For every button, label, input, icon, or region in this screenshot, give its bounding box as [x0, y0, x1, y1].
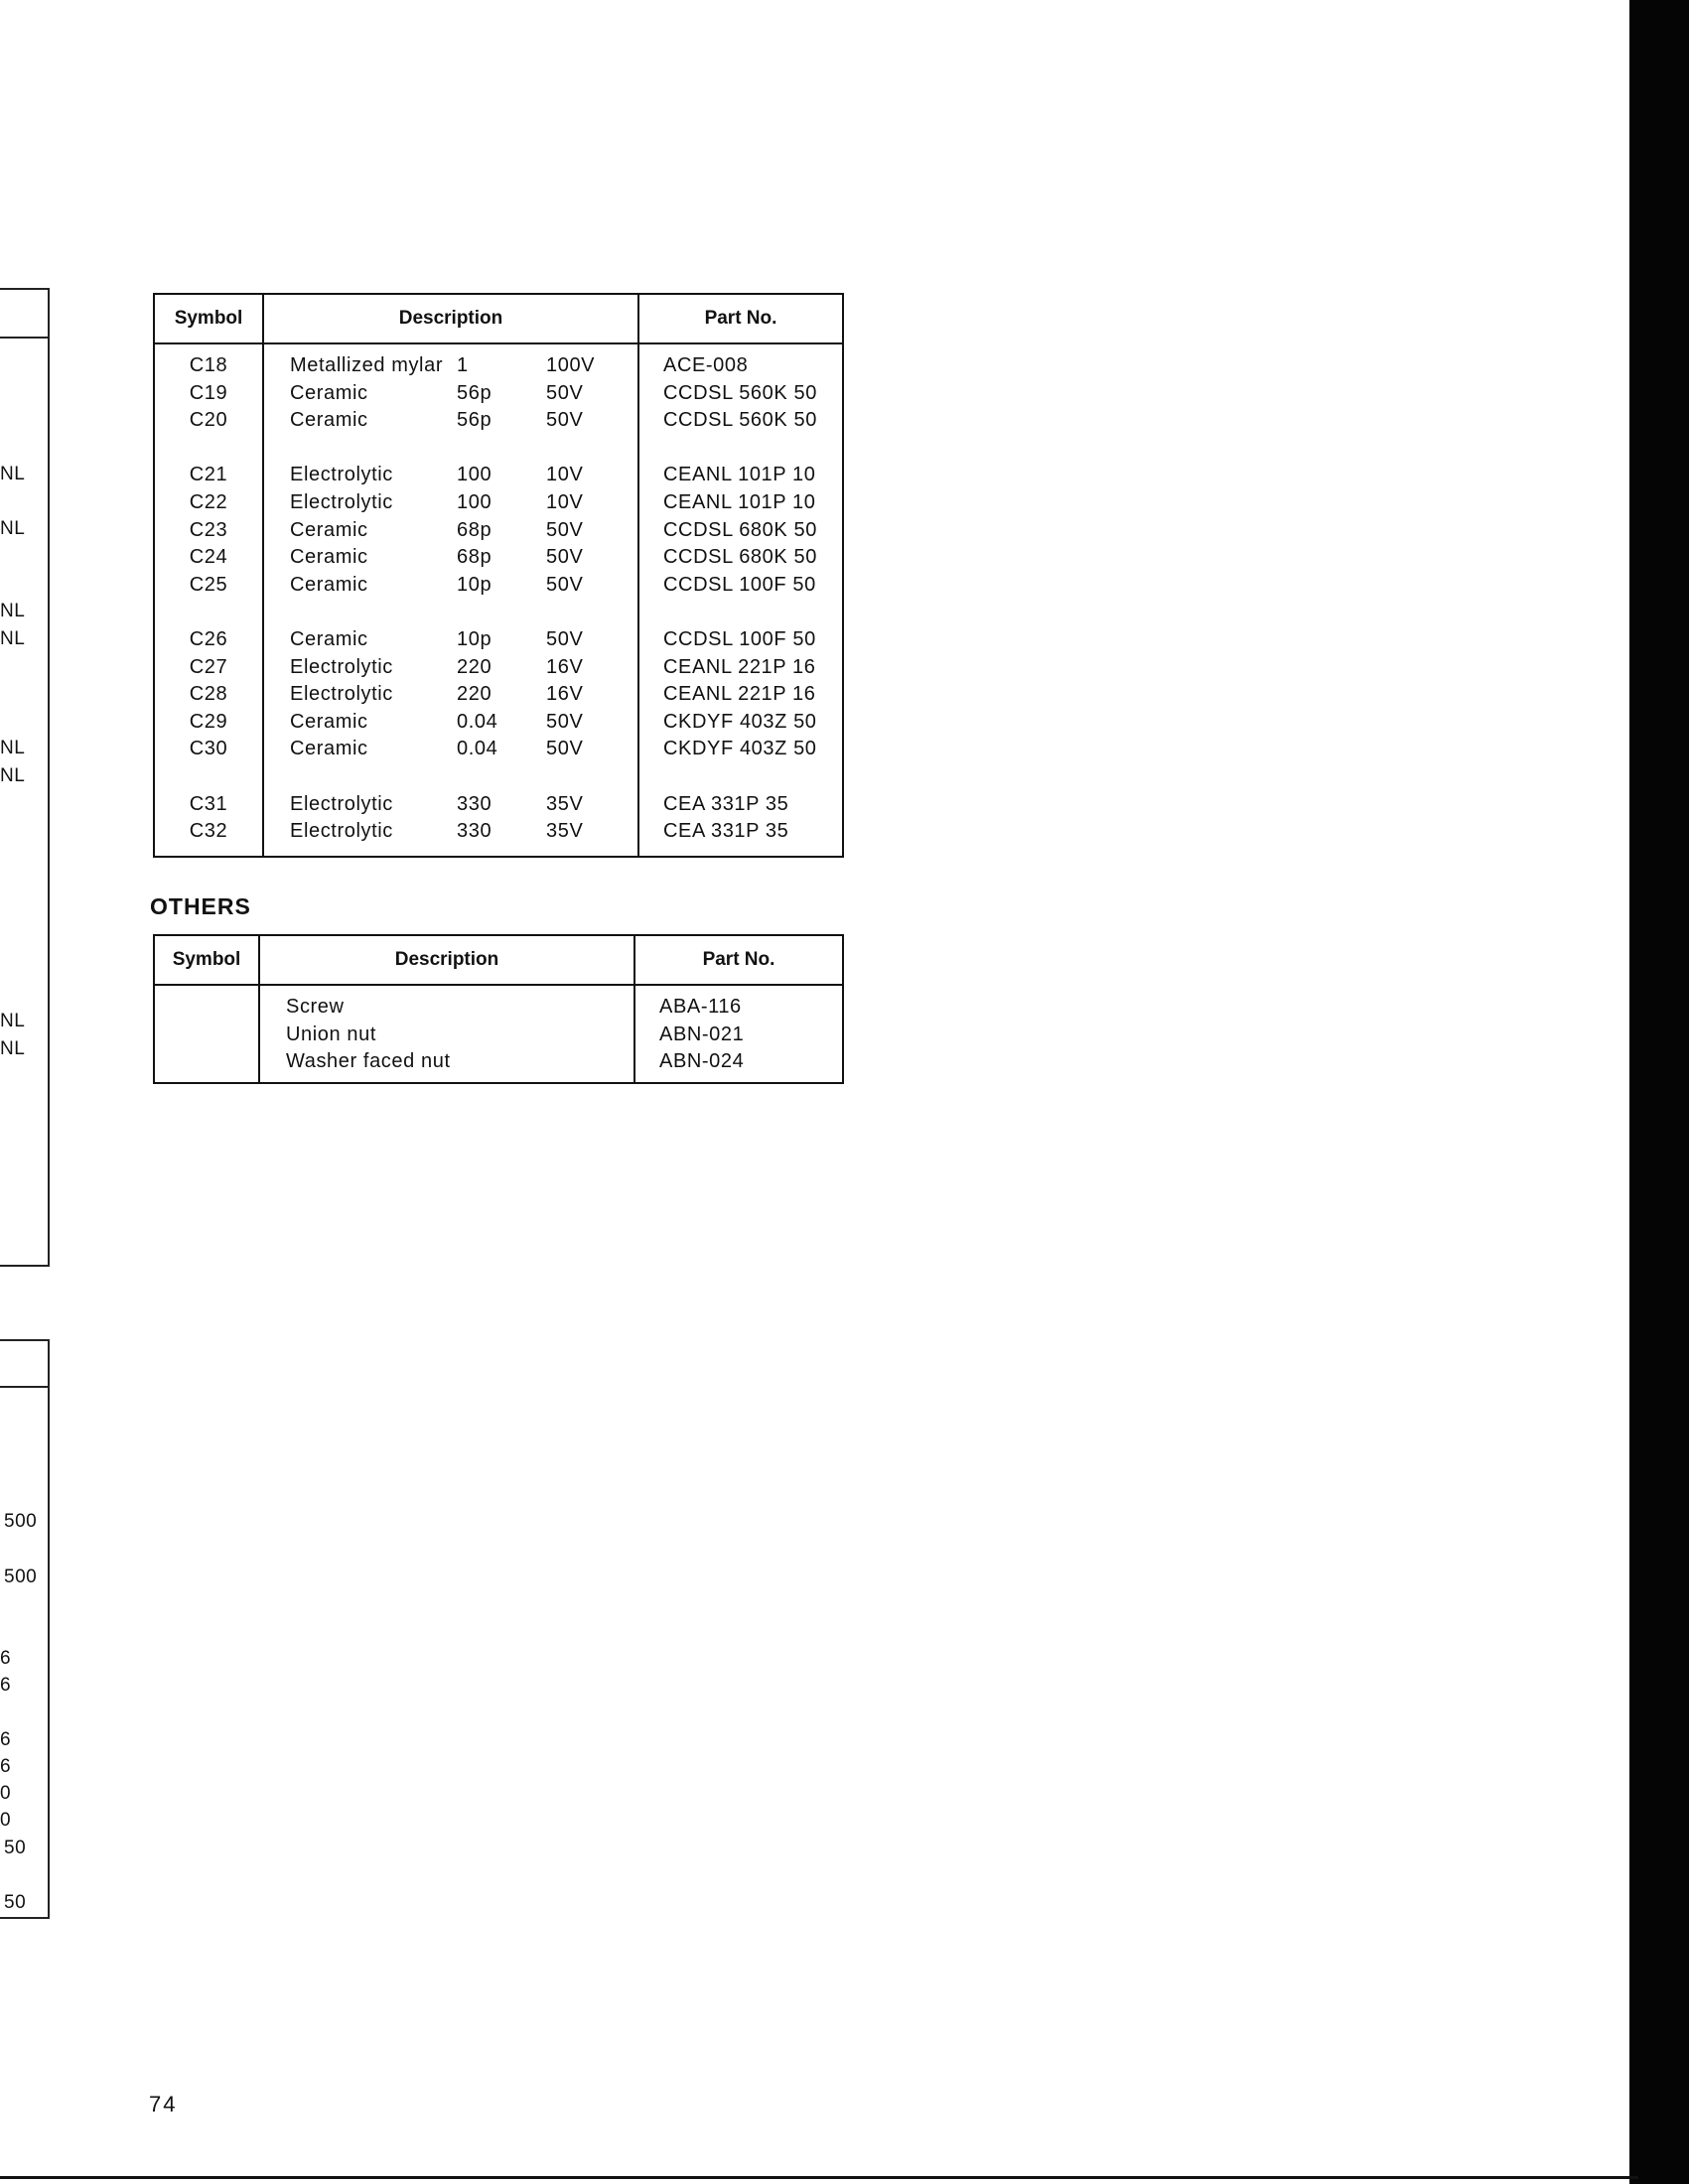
left-fragment-text: NL: [0, 738, 26, 758]
left-fragment-text: 500: [4, 1511, 38, 1532]
description-cell: [264, 489, 637, 517]
part-no-cell: CKDYF 403Z 50: [663, 710, 817, 733]
description-cell: [264, 681, 637, 709]
others-parts-table: [153, 934, 844, 1084]
component-voltage: 50V: [546, 627, 584, 650]
col-header-part-no: Part No.: [634, 935, 843, 985]
left-fragment-text: 6: [0, 1675, 12, 1696]
component-voltage: 16V: [546, 683, 584, 706]
left-table-fragment-lower: [0, 1339, 50, 1919]
part-no-cell: CEANL 221P 16: [663, 655, 816, 678]
component-voltage: 16V: [546, 655, 584, 678]
component-voltage: 50V: [546, 518, 584, 541]
component-type: Electrolytic: [290, 792, 393, 815]
left-fragment-text: 50: [4, 1892, 27, 1913]
part-no-column: [638, 343, 843, 857]
symbol-cell: C29: [189, 710, 228, 733]
others-section-title: OTHERS: [150, 893, 251, 919]
symbol-cell: C23: [189, 518, 228, 541]
component-type: Electrolytic: [290, 820, 393, 843]
component-type: Metallized mylar: [290, 354, 444, 376]
symbol-cell: C24: [189, 546, 228, 569]
component-value: 0.04: [457, 710, 498, 733]
component-voltage: 50V: [546, 546, 584, 569]
component-value: 1: [457, 354, 469, 376]
component-value: 0.04: [457, 738, 498, 760]
description-cell: Union nut: [286, 1023, 377, 1045]
component-value: 56p: [457, 409, 493, 432]
component-type: Electrolytic: [290, 464, 393, 486]
component-value: 68p: [457, 546, 493, 569]
description-cell: [264, 818, 637, 846]
component-value: 220: [457, 655, 493, 678]
component-type: Ceramic: [290, 518, 368, 541]
part-no-cell: ABN-024: [659, 1050, 745, 1073]
component-value: 10p: [457, 627, 493, 650]
component-value: 100: [457, 464, 493, 486]
description-cell: Washer faced nut: [286, 1050, 451, 1073]
component-value: 100: [457, 490, 493, 513]
left-fragment-text: NL: [0, 1011, 26, 1031]
left-fragment-text: 6: [0, 1756, 12, 1777]
component-type: Ceramic: [290, 627, 368, 650]
part-no-cell: CCDSL 560K 50: [663, 381, 817, 404]
description-cell: [264, 407, 637, 435]
description-cell: [264, 791, 637, 819]
component-type: Electrolytic: [290, 655, 393, 678]
component-voltage: 50V: [546, 573, 584, 596]
capacitor-parts-table: [153, 293, 844, 858]
description-cell: [264, 572, 637, 600]
component-value: 56p: [457, 381, 493, 404]
symbol-cell: C19: [189, 381, 228, 404]
symbol-column: [154, 343, 263, 857]
description-column: [263, 343, 638, 857]
component-value: 68p: [457, 518, 493, 541]
component-value: 220: [457, 683, 493, 706]
component-type: Electrolytic: [290, 490, 393, 513]
description-cell: [264, 352, 637, 380]
left-fragment-text: NL: [0, 628, 26, 649]
symbol-cell: C26: [189, 627, 228, 650]
left-fragment-text: NL: [0, 518, 26, 539]
component-voltage: 10V: [546, 464, 584, 486]
component-voltage: 50V: [546, 381, 584, 404]
component-type: Ceramic: [290, 738, 368, 760]
part-no-cell: CKDYF 403Z 50: [663, 738, 817, 760]
component-voltage: 100V: [546, 354, 596, 376]
component-type: Ceramic: [290, 409, 368, 432]
component-type: Ceramic: [290, 546, 368, 569]
description-cell: [264, 462, 637, 489]
symbol-cell: C27: [189, 655, 228, 678]
left-fragment-text: NL: [0, 464, 26, 484]
part-no-cell: CCDSL 680K 50: [663, 546, 817, 569]
part-no-column: [634, 985, 843, 1083]
symbol-column: [154, 985, 259, 1083]
description-cell: [264, 380, 637, 408]
description-cell: [264, 517, 637, 545]
part-no-cell: CEA 331P 35: [663, 820, 789, 843]
symbol-cell: C18: [189, 354, 228, 376]
left-fragment-text: 0: [0, 1783, 12, 1804]
symbol-cell: C31: [189, 792, 228, 815]
description-cell: [264, 709, 637, 737]
description-cell: [264, 654, 637, 682]
part-no-cell: CEANL 221P 16: [663, 683, 816, 706]
component-voltage: 10V: [546, 490, 584, 513]
left-fragment-text: 0: [0, 1810, 12, 1831]
part-no-cell: CCDSL 100F 50: [663, 627, 816, 650]
left-fragment-text: 50: [4, 1838, 27, 1858]
part-no-cell: CCDSL 680K 50: [663, 518, 817, 541]
symbol-cell: C32: [189, 820, 228, 843]
description-cell: [264, 626, 637, 654]
component-type: Ceramic: [290, 573, 368, 596]
symbol-cell: C20: [189, 409, 228, 432]
component-type: Ceramic: [290, 381, 368, 404]
symbol-cell: C30: [189, 738, 228, 760]
col-header-description: Description: [263, 294, 638, 343]
component-voltage: 50V: [546, 409, 584, 432]
component-voltage: 35V: [546, 792, 584, 815]
left-fragment-text: 500: [4, 1567, 38, 1587]
page-number: 74: [149, 2092, 178, 2116]
component-type: Ceramic: [290, 710, 368, 733]
component-value: 330: [457, 792, 493, 815]
symbol-cell: C21: [189, 464, 228, 486]
component-type: Electrolytic: [290, 683, 393, 706]
left-fragment-text: 6: [0, 1648, 12, 1669]
col-header-part-no: Part No.: [638, 294, 843, 343]
bottom-rule: [0, 2176, 1638, 2179]
scan-shadow: [1629, 0, 1689, 2184]
part-no-cell: ABA-116: [659, 996, 742, 1018]
col-header-symbol: Symbol: [154, 935, 259, 985]
symbol-cell: C22: [189, 490, 228, 513]
description-cell: [264, 544, 637, 572]
left-fragment-text: 6: [0, 1729, 12, 1750]
symbol-cell: C25: [189, 573, 228, 596]
description-cell: [264, 736, 637, 763]
part-no-cell: ABN-021: [659, 1023, 745, 1045]
col-header-symbol: Symbol: [154, 294, 263, 343]
symbol-cell: C28: [189, 683, 228, 706]
part-no-cell: CEANL 101P 10: [663, 464, 816, 486]
component-voltage: 50V: [546, 738, 584, 760]
component-value: 330: [457, 820, 493, 843]
part-no-cell: CCDSL 100F 50: [663, 573, 816, 596]
col-header-description: Description: [259, 935, 634, 985]
component-voltage: 35V: [546, 820, 584, 843]
part-no-cell: CEANL 101P 10: [663, 490, 816, 513]
description-cell: Screw: [286, 996, 345, 1018]
component-value: 10p: [457, 573, 493, 596]
part-no-cell: ACE-008: [663, 354, 749, 376]
part-no-cell: CCDSL 560K 50: [663, 409, 817, 432]
part-no-cell: CEA 331P 35: [663, 792, 789, 815]
left-fragment-text: NL: [0, 765, 26, 786]
component-voltage: 50V: [546, 710, 584, 733]
description-column: [259, 985, 634, 1083]
left-fragment-text: NL: [0, 601, 26, 621]
left-fragment-text: NL: [0, 1038, 26, 1059]
